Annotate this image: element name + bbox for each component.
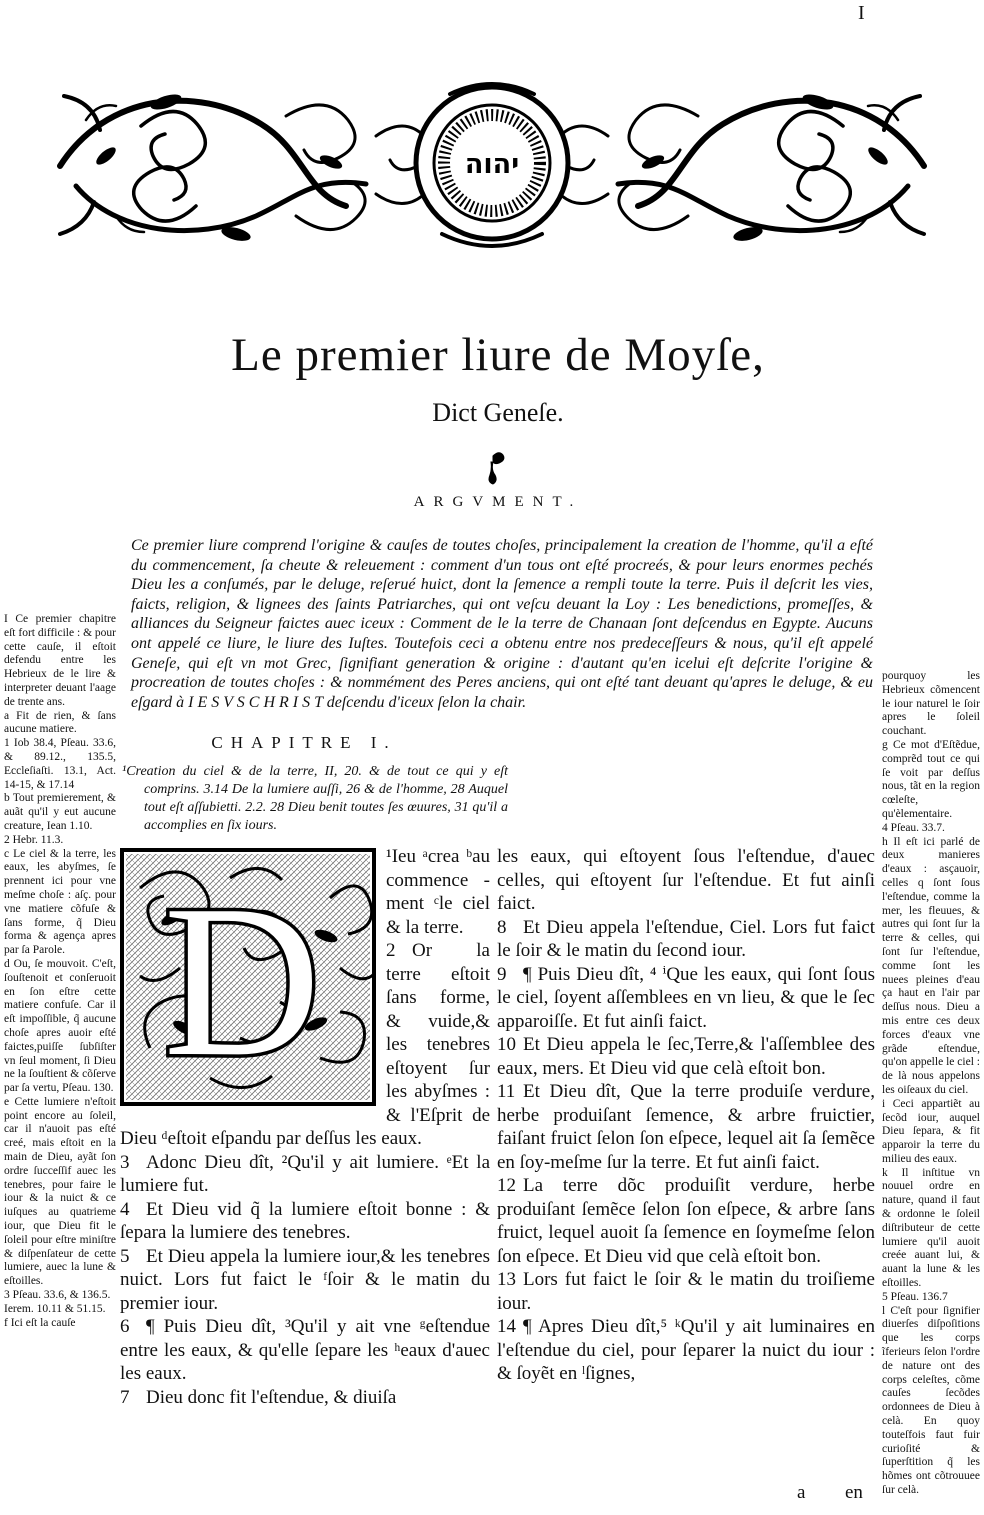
- medallion-hebrew-text: יהוה: [464, 149, 520, 180]
- margin-note: pourquoy les Hebrieux cõmencent le iour naturel le ſoir apres le ſoleil couchant.: [882, 670, 980, 738]
- book-subtitle: Dict Geneſe.: [432, 398, 564, 427]
- verse: [497, 845, 875, 916]
- verse-text: Et Dieu appela la lumiere iour,& les tenebres nuict. Lors fut faict le ᶠſoir & le matin du premier iour.: [120, 1245, 490, 1314]
- text-column-right: [497, 845, 875, 1386]
- verse-number: 6: [120, 1316, 130, 1337]
- verse-number: 12: [497, 1175, 516, 1196]
- margin-note: c Le ciel & la terre, les eaux, les abyſmes, ſe prennent ici pour vne meſme choſe : aſç. pour vne matiere cõfuſe & ſans forme, q̃ Dieu forma & agença apres par ſa Parole.: [4, 847, 116, 957]
- signature-mark: a: [797, 1482, 806, 1503]
- verse-text: les eaux, qui eſtoyent ſous l'eſtendue, d'auec celles, qui eſtoyent ſur l'eſtendue. Et fut ainſi faict.: [497, 846, 875, 914]
- margin-note: 2 Hebr. 11.3.: [4, 833, 64, 846]
- verse: [497, 963, 875, 1034]
- margin-note: 4 Pſeau. 33.7.: [882, 821, 945, 834]
- book-title: Le premier liure de Moyſe,: [231, 329, 765, 381]
- margin-note: f Ici eſt la cauſe: [4, 1316, 76, 1329]
- chapter-heading: CHAPITRE I.: [211, 733, 397, 752]
- argument-heading: ARGVMENT.: [413, 494, 583, 510]
- fleuron-icon: [480, 452, 506, 486]
- margin-note: h Il eſt ici parlé de deux manieres d'eaux : asçauoir, celles q ſont ſous l'eſtendue, comme la mer, les fleuues, & autres qui ſont ſur la terre & celles, qui ſont ſur l'eſtendue, comme ſont les nuees pleines d'eau ça haut en l'air par deſſus nous. Dieu a mis entre ces deux forces d'eaux vne grãde eſtendue, qu'on appelle le ciel : de là nous appelons les oiſeaux du ciel.: [882, 835, 980, 1096]
- verse: [497, 1033, 875, 1080]
- text-column-left: [120, 845, 490, 1409]
- margin-note: 3 Pſeau. 33.6, & 136.5.: [4, 1289, 111, 1302]
- verse: [120, 1315, 490, 1386]
- verse-number: 13: [497, 1269, 516, 1290]
- verse-number: 5: [120, 1245, 130, 1267]
- verse: [497, 1315, 875, 1386]
- verse-text: Et Dieu appela l'eſtendue, Ciel. Lors fut faict le ſoir & le matin du ſecond iour.: [497, 916, 875, 961]
- headpiece-ornament-graphic: [46, 66, 938, 260]
- argument-text: Ce premier liure comprend l'origine & cauſes de toutes choſes, principalement la creation de l'homme, qu'il a eſté du commencement, ſa cheute & releuement : comment d'un tous ont eſté procreés, & pour leurs enormes pechés Dieu les a conſumés, par le deluge, reſerué huict, dont la ſemence a rempli toute la terre. Puis il deſcrit les vies, faicts, religion, & lignees des ſaints Patriarches, qui ont veſcu deuant la Loy : Les benedictions, promeſſes, & alliances du Seigneur faictes auec iceux : Comment de le la terre de Chanaan ſont deſcendus en Egypte. Aucuns ont appelé ce liure, le liure des Iuſtes. Toutefois ceci a obtenu entre nos predeceſſeurs & nous, qu'il eſt appelé Geneſe, qui eſt vn mot Grec, ſignifiant generation & origine : d'autant qu'en icelui eſt deſcrite l'origine & procreation de toutes choſes : & nommément des Peres anciens, qui ont eſté tant deuant qu'apres le deluge, & eu eſgard à I E S V S C H R I S T deſcendu d'iceux ſelon la chair.: [131, 537, 873, 711]
- left-margin-notes: [4, 613, 116, 1330]
- verse-number: 11: [497, 1081, 516, 1102]
- verse-text: ¶ Apres Dieu dît,⁵ ᵏQu'il y ait luminaires en l'eſtendue du ciel, pour ſeparer la nuict du iour : & ſoyẽt en ˡſignes,: [497, 1316, 875, 1384]
- right-verses: [497, 845, 875, 1386]
- margin-note: a Fit de rien, & ſans aucune matiere.: [4, 709, 116, 736]
- verse-text: Adonc Dieu dît, ²Qu'il y ait lumiere. ᵉEt la lumiere fut.: [120, 1151, 490, 1196]
- margin-note: l C'eſt pour ſignifier diuerſes diſpoſitions que les corps ĩferieurs ſelon l'ordre de nature ont des corps celeſtes, cõme cauſes ſecõdes ordonnees de Dieu à celà. En quoy touteſfois faut fuir curioſité & ſuperſtition q̃ les hõmes ont cõtrouuee ſur celà.: [882, 1304, 980, 1497]
- margin-note: 1 Iob 38.4, Pſeau. 33.6, & 89.12., 135.5, Eccleſiaſti. 13.1, Act. 14-15, & 17.14: [4, 737, 116, 791]
- verse-text: Et Dieu appela le ſec,Terre,& l'aſſemblee des eaux, mers. Et Dieu vid que celà eſtoit bon.: [497, 1034, 875, 1079]
- verse-text: ¶ Puis Dieu dît, ³Qu'il y ait vne ᵍeſtendue entre les eaux, & qu'elle ſepare les ʰeaux d'auec les eaux.: [120, 1316, 490, 1384]
- margin-note: I Ce premier chapitre eſt fort difficile : & pour cette cauſe, il eſtoit defendu entre les Hebrieux de le lire & interpreter deuant l'aage de trente ans.: [4, 613, 116, 708]
- verse-number: 3: [120, 1151, 130, 1173]
- verse: [120, 1151, 490, 1198]
- verse-number: 14: [497, 1316, 516, 1337]
- verse: [497, 1268, 875, 1315]
- verse: [497, 1080, 875, 1174]
- verse-text: Et Dieu vid q̃ la lumiere eſtoit bonne : & ſepara la lumiere des tenebres.: [120, 1198, 490, 1243]
- page-number: I: [858, 2, 865, 24]
- verse-number: 7: [120, 1386, 130, 1408]
- margin-note: i Ceci appartiẽt au ſecõd iour, auquel Dieu ſepara, & fit apparoir la terre du milieu des eaux.: [882, 1097, 980, 1165]
- verse-text: Lors fut faict le ſoir & le matin du troiſieme iour.: [497, 1269, 875, 1314]
- margin-note: b Tout premierement, & auãt qu'il y eut aucune creature, Iean 1.10.: [4, 792, 116, 832]
- svg-text:D: D: [163, 861, 321, 1102]
- margin-note: Ierem. 10.11 & 51.15.: [4, 1302, 106, 1315]
- margin-note: k Il inſtitue vn nouuel ordre en nature, quand il faut & ordonne le ſoleil diſtributeur de cette lumiere qu'il auoit creée auant lui, & auant la lune & les eſtoilles.: [882, 1166, 980, 1290]
- margin-note: 5 Pſeau. 136.7: [882, 1290, 948, 1303]
- verse-number: 4: [120, 1198, 130, 1220]
- verse-text: Et Dieu dît, Que la terre produiſe verdure, herbe produiſant ſemence, & arbre fruictier, faiſant fruict ſelon ſon eſpece, lequel ait ſa ſemẽce en ſoy-meſme ſur la terre. Et fut ainſi faict.: [497, 1081, 875, 1173]
- verse: [497, 916, 875, 963]
- verse-number: 8: [497, 916, 507, 938]
- margin-note: g Ce mot d'Eſtẽdue, comprẽd tout ce qui ſe voit par deſſus nous, tãt en la region cœleſte, qu'èlementaire.: [882, 738, 980, 820]
- verse: [120, 1386, 490, 1410]
- verse-number: 10: [497, 1034, 516, 1055]
- chapter-summary: ¹Creation du ciel & de la terre, II, 20. & de tout ce qui y eſt comprins. 3.14 De la lumiere auſſi, 26 & de l'homme, 28 Auquel tout eſt aſſubietti. 2.2. 28 Dieu benit toutes ſes œuures, 31 qu'il a accomplies en ſix iours.: [122, 764, 508, 833]
- verse-text: ¶ Puis Dieu dît, ⁴ ⁱQue les eaux, qui ſont ſous le ciel, ſoyent aſſemblees en vn lieu, & que le ſec apparoiſſe. Et fut ainſi faict.: [497, 963, 875, 1032]
- margin-note: e Cette lumiere n'eſtoit point encore au ſoleil, car il n'auoit pas eſté creé, mais eſtoit en la main de Dieu, ayãt ſon ordre ſucceſſif auec les tenebres, pour faire le iour & la nuict & ce iuſques au quatrieme iour, que Dieu fit le ſoleil pour eſtre miniſtre & diſpenſateur de cette lumiere, auec la lune & eſtoilles.: [4, 1095, 116, 1288]
- verse-text: ¹Ieu ᵃcrea ᵇau commence - ment ᶜle ciel & la terre.: [386, 846, 490, 938]
- verse: [120, 1245, 490, 1316]
- verse-number: 2: [386, 940, 396, 961]
- dropcap-initial-D: [120, 848, 376, 1106]
- verse-text: La terre dõc produiſit verdure, herbe produiſant ſemẽce ſelon ſon eſpece, & arbre ſans fruict, lequel auoit ſa ſemence en ſoymeſme ſelon ſon eſpece. Et Dieu vid que celà eſtoit bon.: [497, 1175, 875, 1267]
- verse: [497, 1174, 875, 1268]
- verse: [120, 1198, 490, 1245]
- verse-text: Or la terre eſtoit ſans forme, & vuide,& les tenebres eſtoyent ſur les abyſmes : & l'Eſprit de Dieu ᵈeſtoit eſpandu par deſſus les eaux.: [120, 940, 490, 1149]
- verse-number: 9: [497, 963, 507, 985]
- verse-text: Dieu donc fit l'eſtendue, & diuiſa: [146, 1386, 397, 1408]
- margin-note: d Ou, ſe mouvoit. C'eſt, ſouſtenoit et conſeruoit en ſon eſtre cette matiere confuſe. Car il eſt impoſſible, q̃ aucune choſe apres auoir eſté faictes,puiſſe ſubſiſter vn ſeul moment, ſi Dieu ne la ſouſtient & cõſerve par ſa vertu, Pſeau. 130.: [4, 957, 116, 1095]
- catchword: en: [845, 1482, 863, 1503]
- medallion: [416, 87, 568, 239]
- right-margin-notes: [882, 670, 980, 1498]
- headpiece-woodcut: [46, 66, 938, 260]
